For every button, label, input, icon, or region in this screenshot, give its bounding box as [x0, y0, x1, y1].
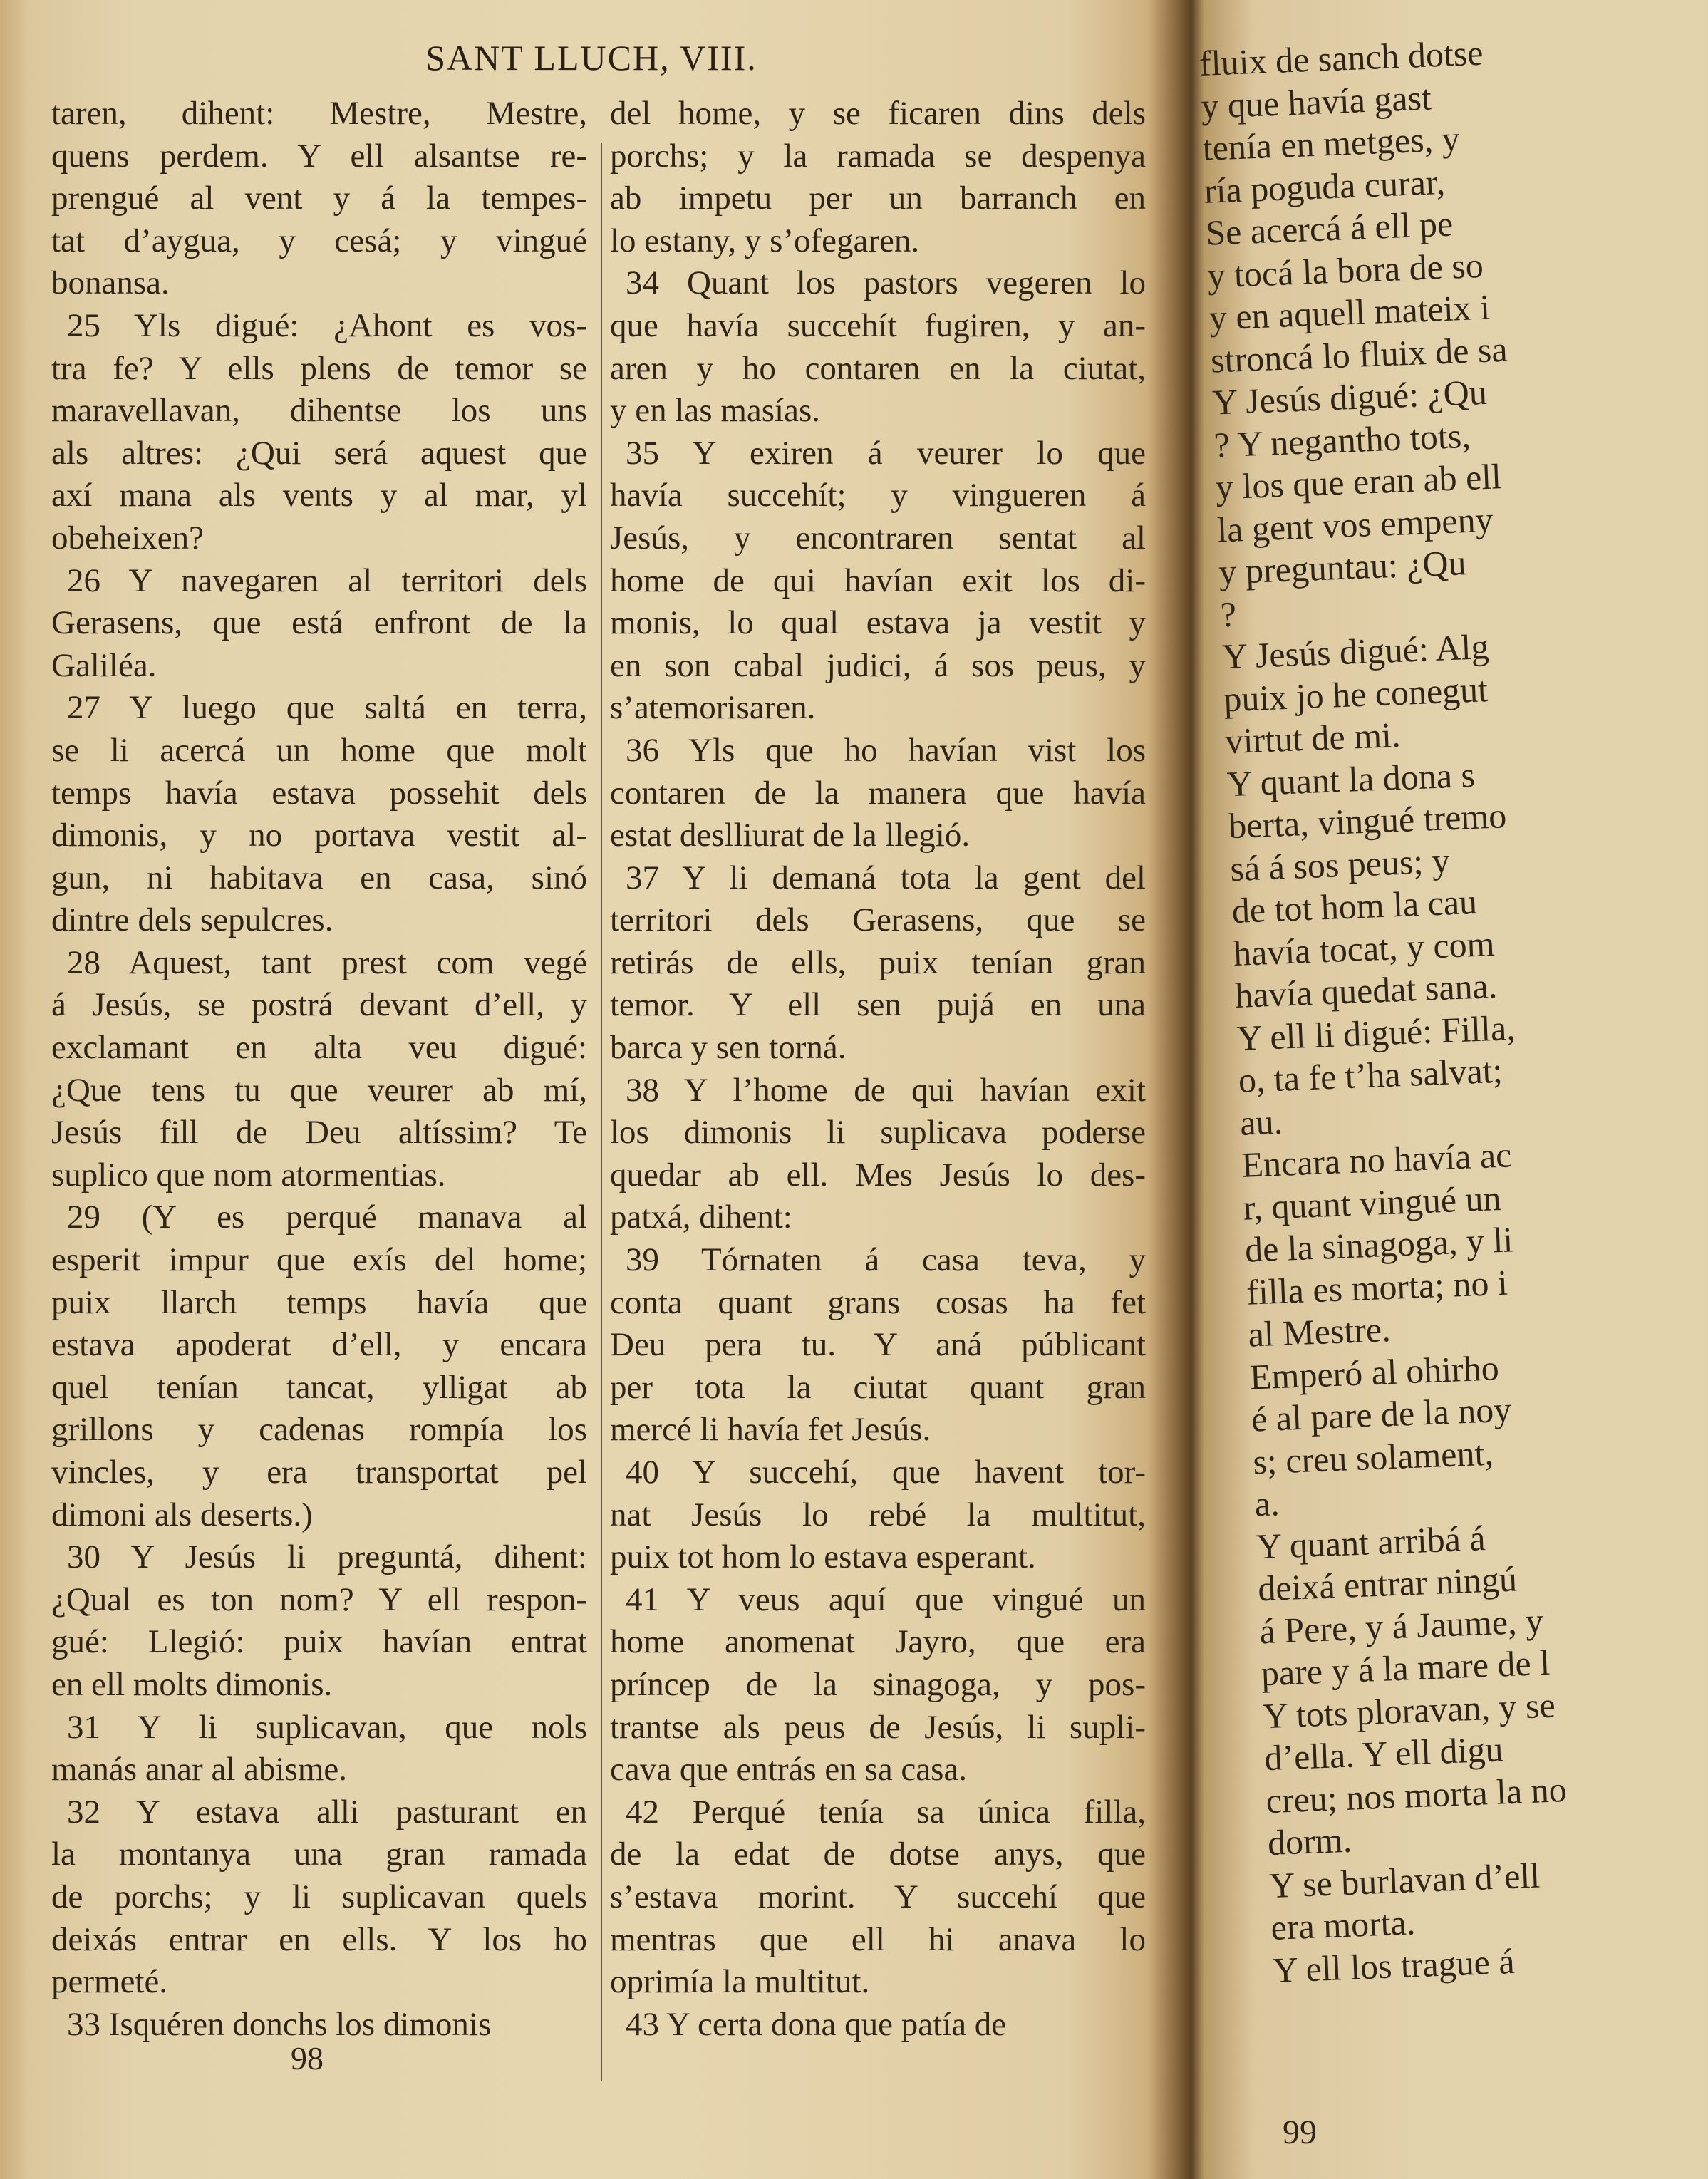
facing-page-line: ría poguda curar, [1203, 161, 1446, 211]
facing-page-line: stroncá lo fluix de sa [1210, 328, 1508, 381]
text-line: que havía succehít fugiren, y an- [610, 306, 1146, 344]
facing-page-line: y que havía gast [1200, 77, 1432, 126]
text-line: la montanya una gran ramada [51, 1836, 587, 1873]
text-line: 28 Aquest, tant prest com vegé [67, 943, 587, 981]
text-line: 36 Yls que ho havían vist los [626, 731, 1146, 769]
text-line: 27 Y luego que saltá en terra, [67, 689, 587, 727]
text-line: 32 Y estava alli pasturant en [67, 1793, 587, 1831]
text-line: suplico que nom atormentias. [51, 1156, 446, 1194]
facing-page-line: dorm. [1266, 1819, 1353, 1863]
facing-page-line: au. [1239, 1101, 1283, 1143]
text-line: en son cabal judici, á sos peus, y [610, 646, 1146, 684]
text-line: bonansa. [51, 264, 170, 302]
facing-page-line: havía quedat sana. [1234, 965, 1499, 1015]
text-line: Jesús, y encontraren sentat al [610, 519, 1146, 557]
facing-page-line: Se acercá á ell pe [1205, 203, 1454, 253]
facing-page-line: havía tocat, y com [1233, 923, 1496, 973]
facing-page-line: puix jo he conegut [1223, 668, 1489, 719]
text-line: se li acercá un home que molt [51, 731, 587, 769]
text-line: puix tot hom lo estava esperant. [610, 1538, 1036, 1576]
text-line: 26 Y navegaren al territori dels [67, 561, 587, 599]
text-line: de la edat de dotse anys, que [610, 1836, 1146, 1873]
text-line: Gerasens, que está enfront de la [51, 604, 587, 642]
text-line: estava apoderat d’ell, y encara [51, 1326, 587, 1364]
column-divider [601, 143, 602, 2081]
text-line: monis, lo qual estava ja vestit y [610, 604, 1146, 642]
text-line: tra fe? Y ells plens de temor se [51, 349, 587, 387]
text-line: quens perdem. Y ell alsantse re- [51, 137, 587, 175]
facing-page-line: a. [1253, 1483, 1280, 1524]
text-line: oprimía la multitut. [610, 1963, 870, 2001]
text-line: mercé li havía fet Jesús. [610, 1411, 931, 1449]
facing-page-line: d’ella. Y ell digu [1263, 1729, 1504, 1779]
right-column [610, 93, 1146, 2046]
facing-page-line: o, ta fe t’ha salvat; [1237, 1050, 1503, 1100]
text-line: retirás de ells, puix tenían gran [610, 943, 1146, 981]
text-line: 30 Y Jesús li preguntá, dihent: [67, 1538, 587, 1576]
facing-page-number: 99 [1283, 2113, 1317, 2151]
facing-page-text [1199, 26, 1708, 2179]
facing-page-line: Y tots ploravan, y se [1262, 1684, 1556, 1736]
text-line: mentras que ell hi anava lo [610, 1920, 1146, 1958]
text-line: á Jesús, se postrá devant d’ell, y [51, 986, 587, 1024]
text-line: lo estany, y s’ofegaren. [610, 222, 920, 259]
facing-page-line: creu; nos morta la no [1265, 1769, 1568, 1821]
page-number: 98 [291, 2040, 324, 2076]
text-line: permeté. [51, 1963, 168, 2001]
text-line: vincles, y era transportat pel [51, 1454, 587, 1491]
facing-page-line: la gent vos empeny [1216, 499, 1494, 549]
text-line: gun, ni habitava en casa, sinó [51, 859, 587, 896]
facing-page-line: ? Y negantho tots, [1213, 415, 1471, 465]
text-line: patxá, dihent: [610, 1199, 792, 1236]
text-line: 31 Y li suplicavan, que nols [67, 1708, 587, 1746]
facing-page-line: deixá entrar ningú [1257, 1558, 1518, 1609]
text-line: aren y ho contaren en la ciutat, [610, 349, 1146, 387]
text-line: Jesús fill de Deu altíssim? Te [51, 1114, 587, 1151]
text-line: grillons y cadenas rompía los [51, 1411, 587, 1449]
text-line: manás anar al abisme. [51, 1751, 347, 1789]
facing-page-line: fluix de sanch dotse [1199, 32, 1484, 83]
facing-page [1197, 0, 1568, 2151]
text-line: 42 Perqué tenía sa única filla, [626, 1793, 1146, 1831]
facing-page-line: é al pare de la noy [1251, 1389, 1513, 1439]
text-line: quedar ab ell. Mes Jesús lo des- [610, 1156, 1146, 1194]
text-line: 39 Tórnaten á casa teva, y [626, 1241, 1146, 1279]
facing-page-line: de la sinagoga, y li [1243, 1219, 1514, 1270]
text-line: Deu pera tu. Y aná públicant [610, 1326, 1146, 1364]
facing-page-line: era morta. [1270, 1902, 1417, 1948]
text-line: per tota la ciutat quant gran [610, 1368, 1146, 1406]
text-line: Galiléa. [51, 646, 157, 684]
facing-page-line: berta, vingué tremo [1228, 795, 1508, 847]
facing-page-line: r, quant vingué un [1242, 1177, 1502, 1228]
text-line: temor. Y ell sen pujá en una [610, 986, 1146, 1024]
facing-page-line: Y se burlavan d’ell [1268, 1855, 1541, 1905]
text-line: exclamant en alta veu digué: [51, 1029, 587, 1067]
facing-page-line: y en aquell mateix i [1208, 286, 1491, 338]
text-line: conta quant grans cosas ha fet [610, 1283, 1146, 1321]
facing-page-line: Encara no havía ac [1241, 1134, 1513, 1185]
text-line: home anomenat Jayro, que era [610, 1623, 1146, 1661]
facing-page-line: Y Jesús digué: Alg [1221, 626, 1490, 677]
text-line: barca y sen torná. [610, 1029, 847, 1067]
text-line: obeheixen? [51, 519, 205, 557]
facing-page-line: pare y á la mare de l [1260, 1642, 1551, 1694]
text-line: s’estava morint. Y succehí que [610, 1878, 1146, 1915]
text-line: dimonis, y no portava vestit al- [51, 817, 587, 854]
text-line: 38 Y l’home de qui havían exit [626, 1071, 1146, 1109]
text-line: 37 Y li demaná tota la gent del [626, 859, 1146, 896]
facing-page-line: s; creu solament, [1252, 1432, 1494, 1482]
text-line: contaren de la manera que havía [610, 774, 1146, 812]
text-line: los dimonis li suplicava poderse [610, 1114, 1146, 1151]
facing-page-line: al Mestre. [1247, 1309, 1392, 1355]
facing-page-line: Y Jesús digué: ¿Qu [1211, 371, 1488, 423]
text-line: 35 Y exiren á veurer lo que [626, 434, 1146, 472]
text-line: 40 Y succehí, que havent tor- [626, 1454, 1146, 1491]
text-line: territori dels Gerasens, que se [610, 901, 1146, 939]
text-line: dintre dels sepulcres. [51, 901, 333, 939]
facing-page-line: á Pere, y á Jaume, y [1258, 1600, 1544, 1651]
text-line: ¿Que tens tu que veurer ab mí, [51, 1071, 587, 1109]
text-line: porchs; y la ramada se despenya [610, 137, 1146, 175]
facing-page-line: y preguntau: ¿Qu [1218, 542, 1467, 592]
running-header: SANT LLUCH, VIII. [425, 38, 757, 78]
text-line: quel tenían tancat, ylligat ab [51, 1368, 587, 1406]
text-line: del home, y se ficaren dins dels [610, 95, 1146, 132]
text-line: estat deslliurat de la llegió. [610, 817, 971, 854]
text-line: ¿Qual es ton nom? Y ell respon- [51, 1580, 587, 1618]
facing-page-line: sá á sos peus; y [1229, 839, 1451, 889]
facing-page-line: virtut de mi. [1224, 714, 1402, 762]
text-line: maravellavan, dihentse los uns [51, 392, 587, 430]
facing-page-line: Y quant la dona s [1226, 754, 1476, 804]
facing-page-line: de tot hom la cau [1231, 881, 1478, 931]
text-line: deixás entrar en ells. Y los ho [51, 1920, 587, 1958]
text-line: 33 Isquéren donchs los dimonis [67, 2005, 492, 2043]
text-line: 34 Quant los pastors vegeren lo [626, 264, 1146, 302]
text-line: dimoni als deserts.) [51, 1496, 313, 1533]
text-line: nat Jesús lo rebé la multitut, [610, 1496, 1146, 1533]
text-line: cava que entrás en sa casa. [610, 1751, 968, 1789]
facing-page-line: tenía en metges, y [1201, 118, 1461, 168]
text-line: 25 Yls digué: ¿Ahont es vos- [67, 306, 587, 344]
facing-page-line: Emperó al ohirho [1248, 1347, 1500, 1397]
text-line: de porchs; y li suplicavan quels [51, 1878, 587, 1915]
text-line: taren, dihent: Mestre, Mestre, [51, 95, 587, 132]
text-line: home de qui havían exit los di- [610, 561, 1146, 599]
text-line: ab impetu per un barranch en [610, 180, 1146, 217]
text-line: tat d’aygua, y cesá; y vingué [51, 222, 587, 259]
facing-page-line: filla es morta; no i [1246, 1262, 1508, 1313]
text-line: prengué al vent y á la tempes- [51, 180, 587, 217]
text-line: 41 Y veus aquí que vingué un [626, 1580, 1146, 1618]
text-line: temps havía estava possehit dels [51, 774, 587, 812]
text-line: en ell molts dimonis. [51, 1665, 333, 1703]
text-line: esperit impur que exís del home; [51, 1241, 587, 1279]
text-line: príncep de la sinagoga, y pos- [610, 1665, 1146, 1703]
text-line: havía succehít; y vingueren á [610, 477, 1146, 514]
text-line: y en las masías. [610, 392, 820, 430]
text-line: s’atemorisaren. [610, 689, 816, 727]
text-line: 43 Y certa dona que patía de [626, 2005, 1007, 2043]
text-line: 29 (Y es perqué manava al [67, 1199, 587, 1236]
facing-page-line: ? [1219, 594, 1238, 634]
left-column [51, 93, 587, 2046]
facing-page-line: y los que eran ab ell [1214, 456, 1502, 507]
text-line: gué: Llegió: puix havían entrat [51, 1623, 587, 1661]
text-line: axí mana als vents y al mar, yl [51, 477, 587, 514]
facing-page-line: Y quant arribá á [1255, 1517, 1486, 1566]
text-line: trantse als peus de Jesús, li supli- [610, 1708, 1146, 1746]
text-line: als altres: ¿Qui será aquest que [51, 434, 587, 472]
text-line: puix llarch temps havía que [51, 1283, 587, 1321]
facing-page-line: y tocá la bora de so [1206, 244, 1484, 296]
facing-page-line: Y ell los trague á [1271, 1940, 1516, 1990]
facing-page-line: Y ell li digué: Filla, [1236, 1007, 1516, 1058]
